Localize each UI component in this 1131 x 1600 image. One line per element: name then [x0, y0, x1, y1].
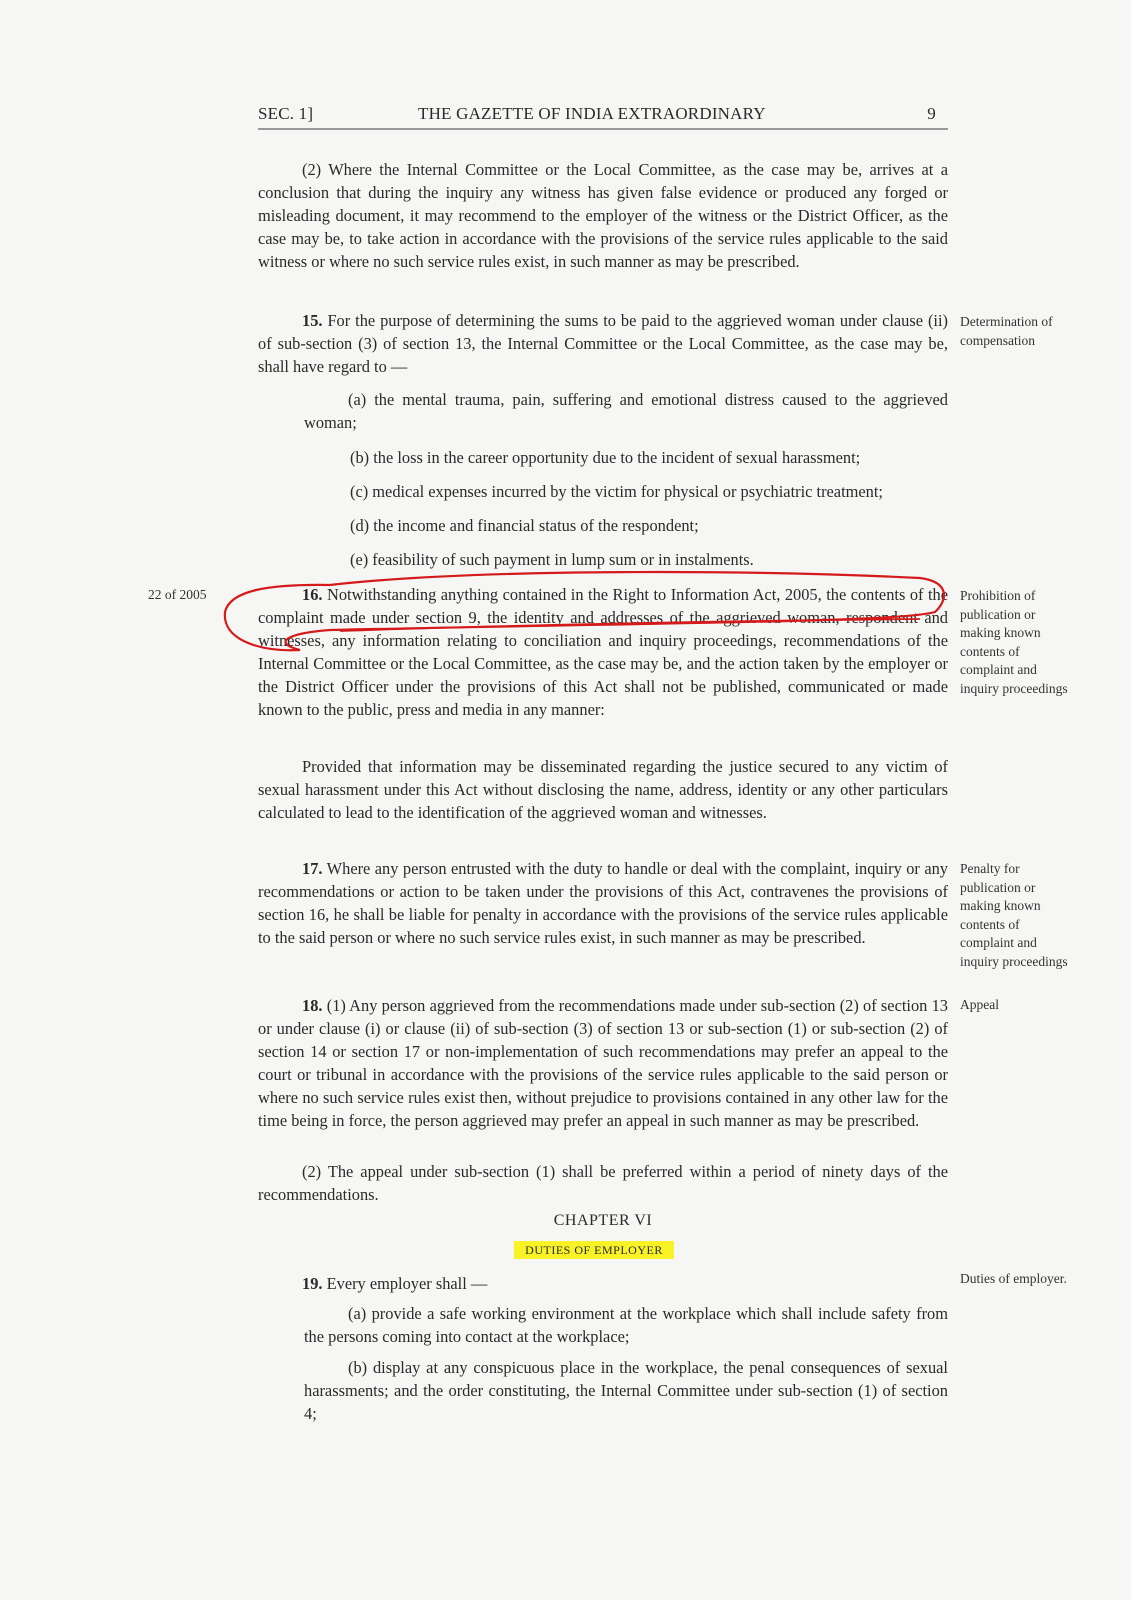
margin-note-16: Prohibition of publication or making known contents of complaint and inquiry proceedings: [960, 588, 1068, 696]
section-18-number: 18.: [302, 996, 323, 1015]
margin-note-18: Appeal: [960, 997, 999, 1012]
section-19-clause-a: (a) provide a safe working environment at the workplace which shall include safety from the persons coming into contact at the workplace;: [304, 1304, 948, 1346]
chapter-title: CHAPTER VI: [553, 1212, 653, 1229]
section-19-clause-b: (b) display at any conspicuous place in the workplace, the penal consequences of sexual harassments; and the order constituting, the Internal Committee under sub-section (1) of section 4;: [304, 1358, 948, 1423]
section-14-subsection-2: (2) Where the Internal Committee or the Local Committee, as the case may be, arrives at a conclusion that during the inquiry any witness has given false evidence or produced any forged or misleading document, it may recommend to the employer of the witness or the District Officer, as the case may be, to take action in accordance with the provisions of the service rules applicable to the said witness or where no such service rules exist, in such manner as may be prescribed.: [258, 160, 948, 271]
section-16-number: 16.: [302, 585, 323, 604]
margin-reference-2005: 22 of 2005: [148, 587, 207, 602]
section-15: [258, 309, 948, 378]
page-number: 9: [927, 104, 936, 123]
section-15-text: For the purpose of determining the sums to be paid to the aggrieved woman under clause (ii) of sub-section (3) of section 13, the Internal Committee or the Local Committee, as the case may be, shall have regard to —: [258, 311, 948, 376]
margin-note-17: Penalty for publication or making known contents of complaint and inquiry proceedings: [960, 861, 1068, 969]
chapter-subtitle: DUTIES OF EMPLOYER: [514, 1241, 674, 1259]
section-15-clause-e: (e) feasibility of such payment in lump sum or in instalments.: [350, 550, 754, 569]
header-title: THE GAZETTE OF INDIA EXTRAORDINARY: [418, 104, 766, 123]
section-17-text: Where any person entrusted with the duty to handle or deal with the complaint, inquiry or any recommendations or action to be taken under the provisions of this Act, contravenes the provisions of section 16, he shall be liable for penalty in accordance with the provisions of the service rules applicable to the said person or where no such service rules exist, in such manner as may be prescribed.: [258, 859, 948, 947]
section-18-subsection-1: [258, 994, 948, 1132]
section-18-subsection-2: (2) The appeal under sub-section (1) shall be preferred within a period of ninety days of the recommendations.: [258, 1162, 948, 1204]
section-19-number: 19.: [302, 1274, 323, 1293]
margin-note-19: Duties of employer.: [960, 1271, 1067, 1286]
section-15-clause-a: (a) the mental trauma, pain, suffering and emotional distress caused to the aggrieved woman;: [304, 390, 948, 432]
section-17: [258, 857, 948, 949]
section-19: [258, 1272, 948, 1295]
section-15-clause-c: (c) medical expenses incurred by the victim for physical or psychiatric treatment;: [350, 482, 883, 501]
page-header: [258, 104, 948, 130]
section-18-text: (1) Any person aggrieved from the recommendations made under sub-section (2) of section 13 or under clause (i) or clause (ii) of sub-section (3) of section 13 or sub-section (1) or sub-section (2) of section 14 or section 17 or non-implementation of such recommendations may prefer an appeal to the court or tribunal in accordance with the provisions of the service rules applicable to the said person or where no such service rules exist then, without prejudice to provisions contained in any other law for the time being in force, the person aggrieved may prefer an appeal in such manner as may be prescribed.: [258, 996, 948, 1130]
section-15-number: 15.: [302, 311, 323, 330]
margin-note-15: Determination of compensation: [960, 314, 1053, 348]
section-15-clause-b: (b) the loss in the career opportunity due to the incident of sexual harassment;: [350, 448, 861, 467]
section-19-text: Every employer shall —: [326, 1274, 488, 1293]
section-16: [258, 583, 948, 721]
section-16-proviso: Provided that information may be disseminated regarding the justice secured to any victim of sexual harassment under this Act without disclosing the name, address, identity or any other particulars calculated to lead to the identification of the aggrieved woman and witnesses.: [258, 757, 948, 822]
section-16-text: Notwithstanding anything contained in the Right to Information Act, 2005, the contents of the complaint made under section 9, the identity and addresses of the aggrieved woman, respondent and witnesses, any information relating to conciliation and inquiry proceedings, recommendations of the Internal Committee or the Local Committee, as the case may be, and the action taken by the employer or the District Officer under the provisions of this Act shall not be published, communicated or made known to the public, press and media in any manner:: [258, 585, 948, 719]
section-15-clause-d: (d) the income and financial status of the respondent;: [350, 516, 699, 535]
header-section: SEC. 1]: [258, 104, 314, 123]
section-17-number: 17.: [302, 859, 323, 878]
